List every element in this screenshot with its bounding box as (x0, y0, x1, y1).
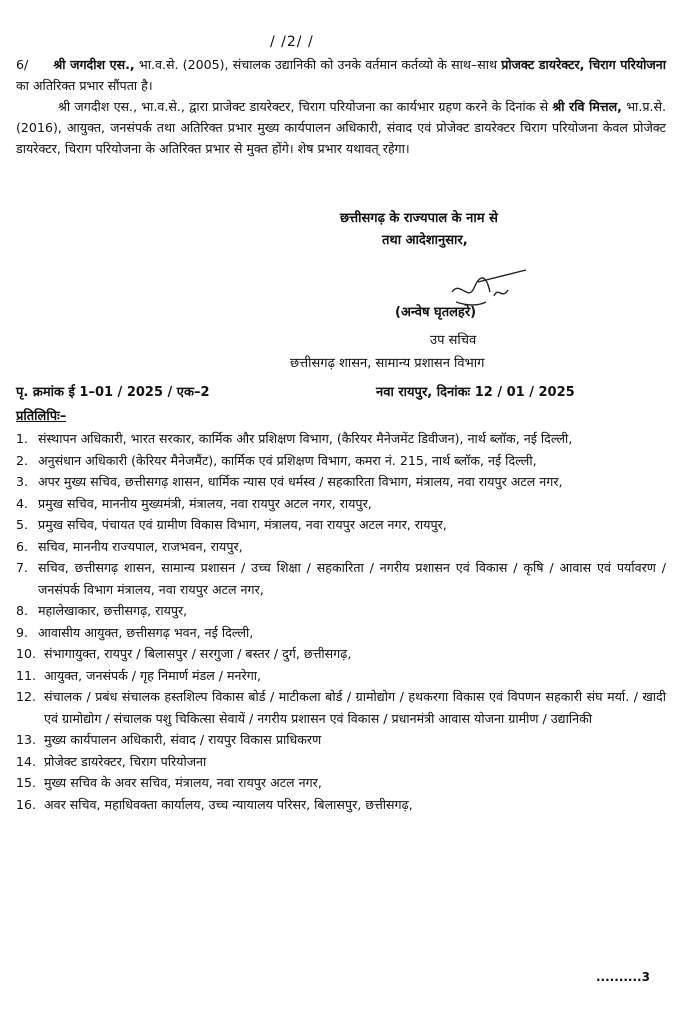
list-item (16, 471, 666, 493)
signatory-department: छत्तीसगढ़ शासन, सामान्य प्रशासन विभाग (290, 356, 485, 371)
item-number: 5. (16, 517, 29, 532)
paragraph-relief (16, 96, 666, 159)
item-number: 1. (16, 431, 29, 446)
item-number: 4. (16, 495, 29, 511)
item-number: 11. (16, 667, 37, 683)
list-item (16, 729, 666, 751)
list-item (16, 622, 666, 644)
item-number: 6. (16, 538, 29, 554)
list-item (16, 665, 666, 687)
item-number: 13. (16, 732, 37, 747)
item-number: 10. (16, 646, 37, 661)
officer-name: श्री रवि मित्तल, (552, 99, 622, 114)
item-text: मुख्य कार्यपालन अधिकारी, संवाद / रायपुर विकास प्राधिकरण (44, 732, 322, 747)
item-text: संस्थापन अधिकारी, भारत सरकार, कार्मिक और प्रशिक्षण विभाग, (कैरियर मैनेजमेंट डिवीजन), नार्थ ब्लॉक, नई दिल्ली, (38, 431, 573, 446)
reference-date: नवा रायपुर, दिनांकः 12 / 01 / 2025 (376, 385, 575, 400)
continued-marker: ..........3 (596, 970, 650, 984)
list-item (16, 536, 666, 558)
list-item (16, 751, 666, 773)
list-item (16, 428, 666, 450)
order-authority (340, 208, 640, 252)
item-number: 8. (16, 603, 29, 618)
list-item (16, 686, 666, 729)
item-number: 9. (16, 624, 29, 640)
item-text: महालेखाकार, छत्तीसगढ़, रायपुर, (38, 603, 188, 618)
list-item (16, 557, 666, 600)
paragraph-text: भा.व.से. (2005), संचालक उद्यानिकी को उनके वर्तमान कर्तव्यो के साथ–साथ (134, 57, 502, 72)
item-text: संचालक / प्रबंध संचालक हस्तशिल्प विकास बोर्ड / माटीकला बोर्ड / ग्रामोद्योग / हथकरगा विकास एवं विपणन सहकारी संघ मर्या. / खादी एवं ग्रामोद्योग / संचालक पशु चिकित्सा सेवायें / नगरीय प्रशासन एवं विकास / प्रधानमंत्री आवास योजना ग्रामीण / उद्यानिकी (44, 689, 666, 726)
item-text: सचिव, माननीय राज्यपाल, राजभवन, रायपुर, (38, 538, 243, 554)
item-text: संभागायुक्त, रायपुर / बिलासपुर / सरगुजा / बस्तर / दुर्ग, छत्तीसगढ़, (44, 646, 352, 661)
officer-name: श्री जगदीश एस., (53, 57, 135, 72)
item-text: प्रोजेक्ट डायरेक्टर, चिराग परियोजना (44, 753, 207, 769)
list-item (16, 600, 666, 622)
item-number: 3. (16, 474, 29, 489)
paragraph-text: का अतिरिक्त प्रभार सौंपता है। (16, 78, 153, 93)
item-number: 15. (16, 775, 37, 790)
item-number: 16. (16, 796, 37, 812)
item-text: सचिव, छत्तीसगढ़ शासन, सामान्य प्रशासन / उच्च शिक्षा / सहकारिता / नगरीय प्रशासन एवं विकास / कृषि / आवास एवं पर्यावरण / जनसंपर्क विभाग मंत्रालय, नवा रायपुर अटल नगर, (38, 560, 666, 597)
paragraph-text: श्री जगदीश एस., भा.व.से., द्वारा प्राजेक्ट डायरेक्टर, चिराग परियोजना का कार्यभार ग्रहण करने के दिनांक से (58, 99, 553, 114)
item-text: प्रमुख सचिव, पंचायत एवं ग्रामीण विकास विभाग, मंत्रालय, नवा रायपुर अटल नगर, रायपुर, (38, 517, 447, 532)
page-number: / /2/ / (270, 34, 314, 50)
item-text: प्रमुख सचिव, माननीय मुख्यमंत्री, मंत्रालय, नवा रायपुर अटल नगर, रायपुर, (38, 495, 372, 511)
item-number: 12. (16, 689, 37, 704)
item-text: अवर सचिव, महाधिवक्ता कार्यालय, उच्च न्यायालय परिसर, बिलासपुर, छत्तीसगढ़, (44, 796, 413, 812)
list-item (16, 794, 666, 816)
list-item (16, 643, 666, 665)
paragraph-text: भा.प्र.से. (2016), आयुक्त, जनसंपर्क तथा अतिरिक्त प्रभार मुख्य कार्यपालन अधिकारी, संवाद एवं प्रोजेक्ट डायरेक्टर चिराग परियोजना केवल प्रोजेक्ट डायरेक्टर, चिराग परियोजना के अतिरिक्त प्रभार से मुक्त होंगे। शेष प्रभार यथावत् रहेगा। (16, 99, 667, 156)
item-number: 14. (16, 753, 37, 769)
order-line: तथा आदेशानुसार, (382, 233, 468, 248)
item-text: आयुक्त, जनसंपर्क / गृह निमार्ण मंडल / मनरेगा, (44, 667, 262, 683)
paragraph-6 (16, 54, 666, 96)
reference-number: पृ. क्रमांक ई 1–01 / 2025 / एक–2 (16, 385, 210, 400)
list-item (16, 493, 666, 515)
signatory-name: (अन्वेष घृतलहरे) (395, 305, 477, 320)
item-number: 2. (16, 452, 29, 468)
list-item (16, 450, 666, 472)
paragraph-number: 6/ (16, 57, 29, 72)
post-name: प्रोजक्ट डायरेक्टर, चिराग परियोजना (501, 57, 666, 72)
order-line: छत्तीसगढ़ के राज्यपाल के नाम से (340, 211, 498, 226)
item-text: अनुसंधान अधिकारी (केरियर मैनेजमैंट), कार्मिक एवं प्रशिक्षण विभाग, कमरा नं. 215, नार्थ ब्लॉक, नई दिल्ली, (38, 452, 537, 468)
item-text: मुख्य सचिव के अवर सचिव, मंत्रालय, नवा रायपुर अटल नगर, (44, 775, 322, 790)
item-number: 7. (16, 560, 29, 575)
copy-to-heading: प्रतिलिपिः– (16, 409, 67, 424)
copy-to-list (16, 428, 666, 815)
list-item (16, 514, 666, 536)
item-text: अपर मुख्य सचिव, छत्तीसगढ़ शासन, धार्मिक न्यास एवं धर्मस्व / सहकारिता विभाग, मंत्रालय, नवा रायपुर अटल नगर, (38, 474, 563, 489)
list-item (16, 772, 666, 794)
signatory-designation: उप सचिव (430, 333, 477, 348)
item-text: आवासीय आयुक्त, छत्तीसगढ़ भवन, नई दिल्ली, (38, 624, 254, 640)
